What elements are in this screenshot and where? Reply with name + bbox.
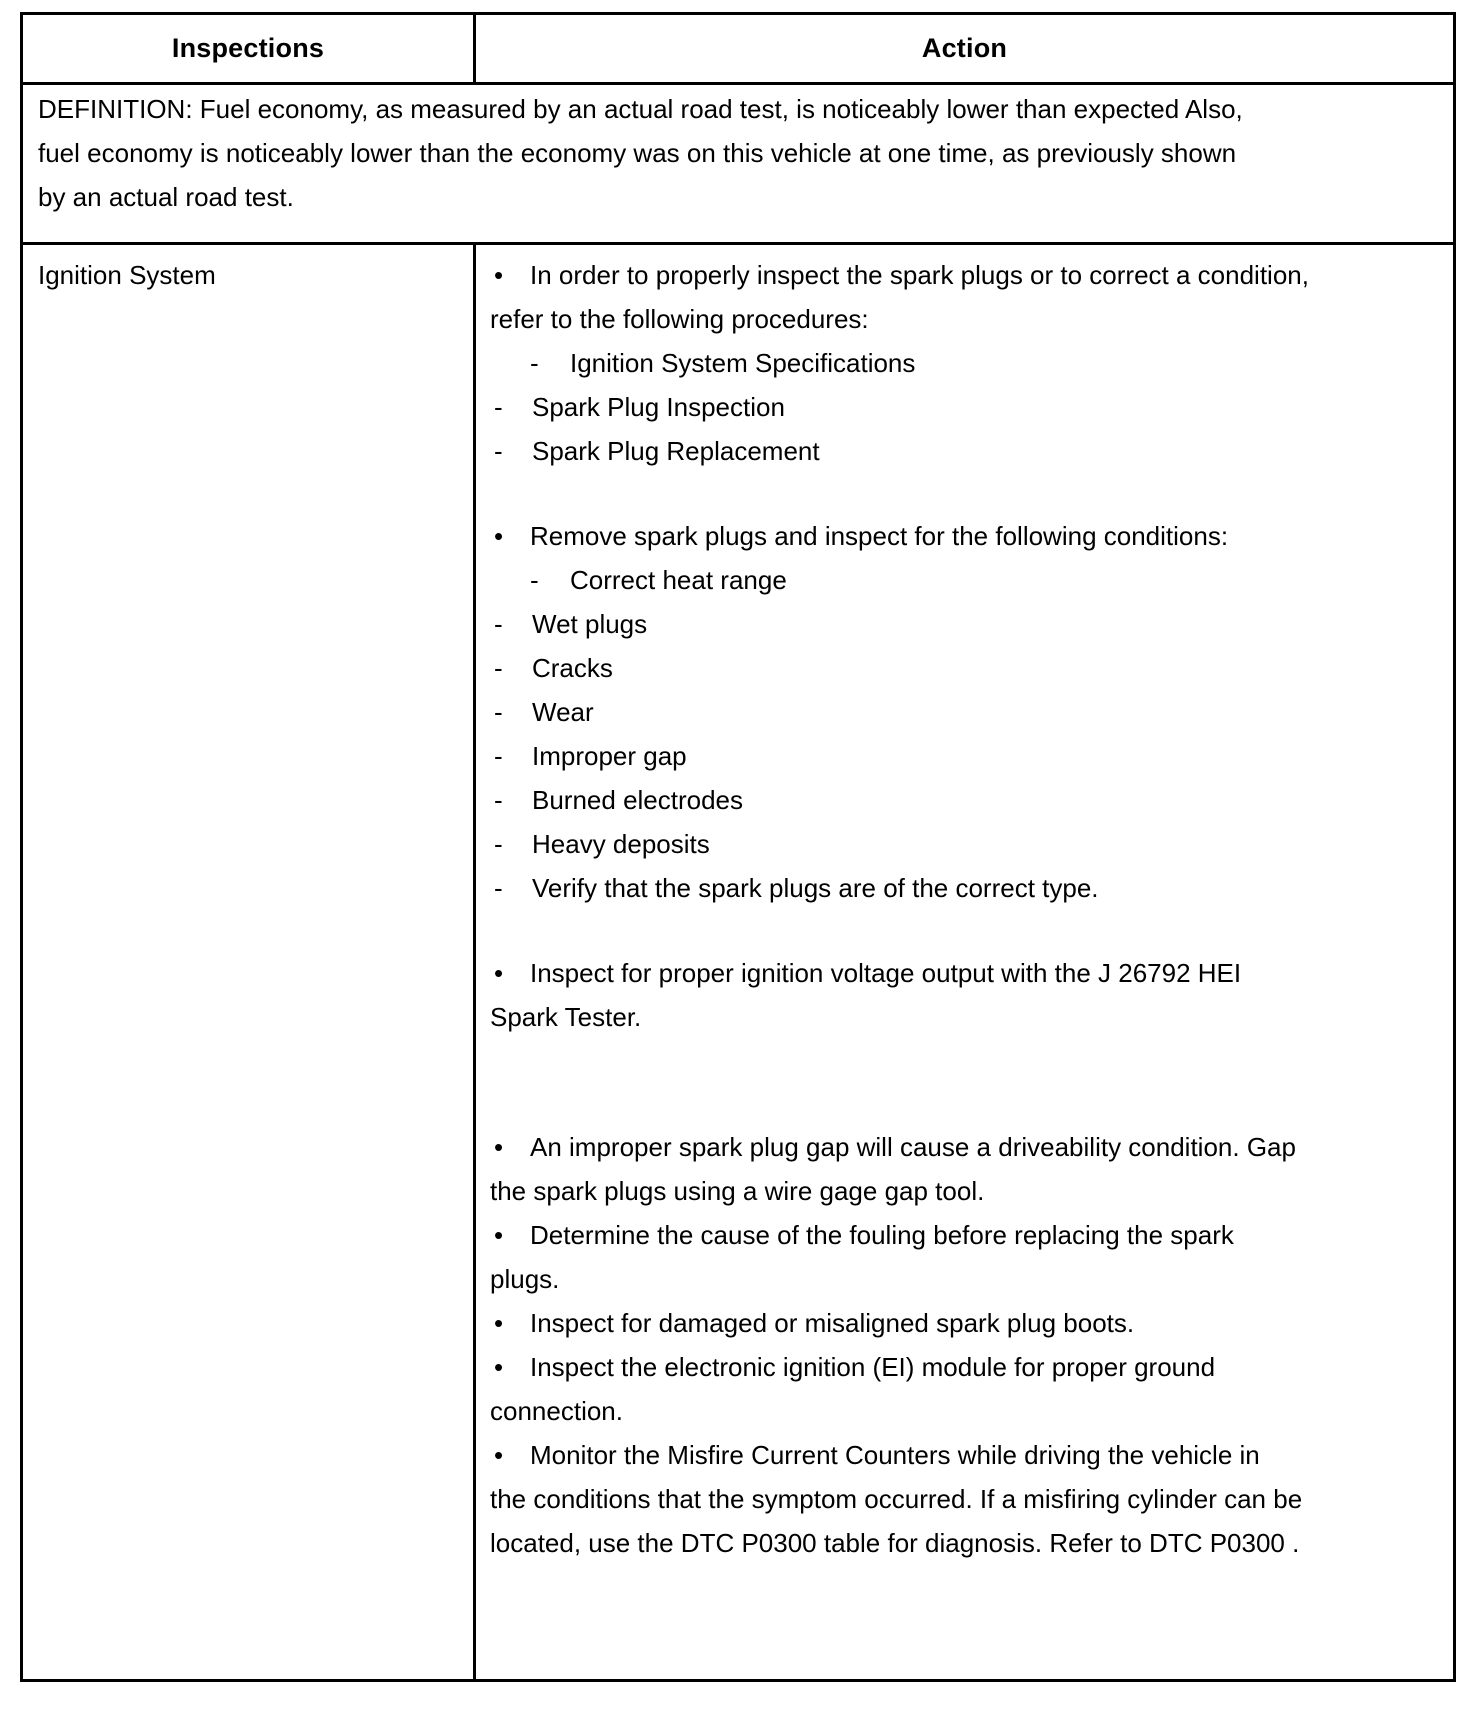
definition-line: by an actual road test.	[38, 182, 294, 212]
bullet-continuation: located, use the DTC P0300 table for diagnosis. Refer to DTC P0300 .	[490, 1528, 1300, 1558]
bullet-item: • Inspect for proper ignition voltage output with the J 26792 HEI	[494, 958, 1242, 988]
header-divider	[23, 82, 1453, 85]
definition-text	[38, 87, 1368, 219]
bullet-continuation: connection.	[490, 1396, 623, 1426]
bullet-continuation: Spark Tester.	[490, 1002, 642, 1032]
bullet-item: • Determine the cause of the fouling before replacing the spark	[494, 1220, 1234, 1250]
dash-item: - Spark Plug Inspection	[494, 392, 785, 422]
bullet-item: • In order to properly inspect the spark plugs or to correct a condition,	[490, 253, 1390, 297]
bullet-item: • Monitor the Misfire Current Counters while driving the vehicle in	[494, 1440, 1260, 1470]
bullet-mark: •	[494, 260, 504, 290]
bullet-continuation: plugs.	[490, 1264, 560, 1294]
definition-line: fuel economy is noticeably lower than the economy was on this vehicle at one time, as previously shown	[38, 138, 1237, 168]
dash-item: - Heavy deposits	[494, 829, 710, 859]
bullet-continuation: the conditions that the symptom occurred. If a misfiring cylinder can be	[490, 1484, 1303, 1514]
diagnostic-table	[20, 12, 1456, 1682]
definition-divider	[23, 242, 1453, 245]
bullet-continuation: the spark plugs using a wire gage gap tool.	[490, 1176, 985, 1206]
action-cell	[490, 253, 1390, 1565]
column-divider	[473, 245, 476, 1679]
dash-item: - Wear	[494, 697, 594, 727]
dash-item: - Correct heat range	[530, 565, 787, 595]
dash-item: - Ignition System Specifications	[530, 348, 916, 378]
dash-item: - Burned electrodes	[494, 785, 744, 815]
header-action: Action	[921, 33, 1008, 63]
dash-item: - Wet plugs	[494, 609, 648, 639]
dash-item: - Improper gap	[494, 741, 687, 771]
definition-line: DEFINITION: Fuel economy, as measured by an actual road test, is noticeably lower than expected Also,	[38, 94, 1243, 124]
row-label-ignition-system: Ignition System	[38, 260, 216, 290]
dash-item: - Cracks	[494, 653, 613, 683]
dash-item: - Spark Plug Replacement	[494, 436, 820, 466]
bullet-item: • Remove spark plugs and inspect for the following conditions:	[494, 521, 1229, 551]
header-inspections: Inspections	[171, 33, 325, 63]
bullet-continuation: refer to the following procedures:	[490, 304, 869, 334]
bullet-item: • An improper spark plug gap will cause a driveability condition. Gap	[494, 1132, 1296, 1162]
dash-item: - Verify that the spark plugs are of the correct type.	[494, 873, 1099, 903]
bullet-item: • Inspect for damaged or misaligned spark plug boots.	[494, 1308, 1135, 1338]
bullet-item: • Inspect the electronic ignition (EI) module for proper ground	[494, 1352, 1216, 1382]
